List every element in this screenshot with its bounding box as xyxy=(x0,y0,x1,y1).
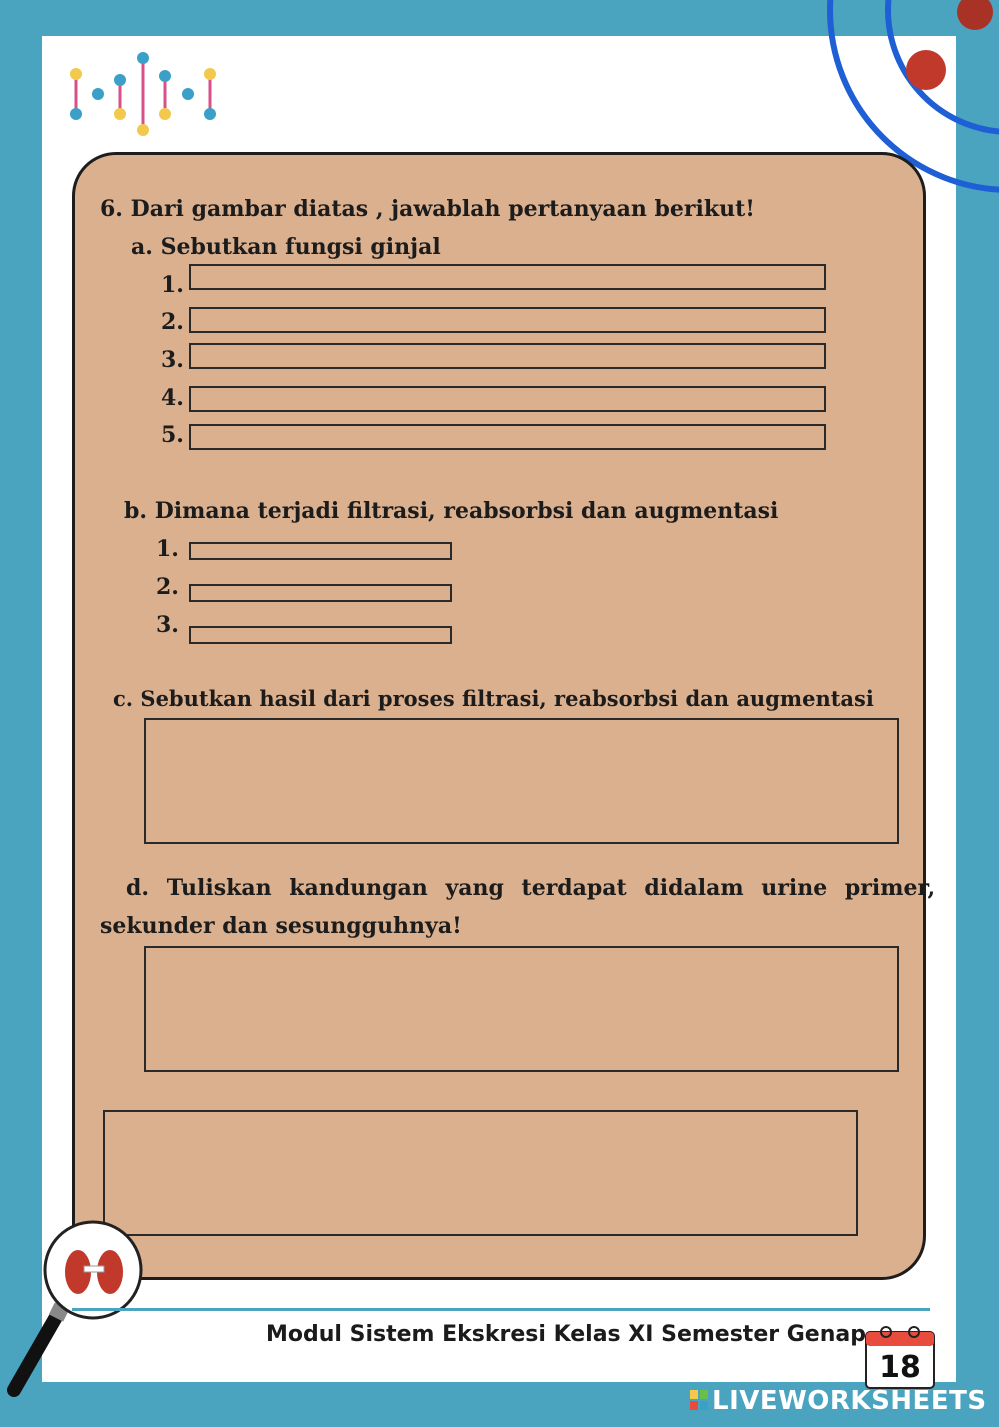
part-d-label-line1: d. Tuliskan kandungan yang terdapat didalam urine primer, xyxy=(126,875,936,901)
liveworksheets-brand[interactable]: LIVEWORKSHEETS xyxy=(712,1386,987,1416)
part-b-number: 1. xyxy=(156,536,179,562)
answer-d-textarea[interactable] xyxy=(144,946,899,1072)
part-a-label: a. Sebutkan fungsi ginjal xyxy=(131,234,441,260)
answer-b3-input[interactable] xyxy=(189,626,452,644)
part-b-number: 3. xyxy=(156,612,179,638)
answer-a5-input[interactable] xyxy=(189,424,826,450)
page-number: 18 xyxy=(879,1350,921,1385)
part-a-number: 4. xyxy=(161,385,184,411)
liveworksheets-logo-icon xyxy=(690,1390,708,1410)
answer-b2-input[interactable] xyxy=(189,584,452,602)
part-b-number: 2. xyxy=(156,574,179,600)
part-a-number: 2. xyxy=(161,309,184,335)
answer-a1-input[interactable] xyxy=(189,264,826,290)
question-6-title: 6. Dari gambar diatas , jawablah pertanyaan berikut! xyxy=(100,196,755,222)
footer-divider xyxy=(72,1308,930,1311)
part-a-number: 3. xyxy=(161,347,184,373)
answer-a3-input[interactable] xyxy=(189,343,826,369)
part-d-label-line2: sekunder dan sesungguhnya! xyxy=(100,913,462,939)
answer-a4-input[interactable] xyxy=(189,386,826,412)
answer-c-textarea[interactable] xyxy=(144,718,899,844)
answer-b1-input[interactable] xyxy=(189,542,452,560)
part-a-number: 5. xyxy=(161,422,184,448)
answer-a2-input[interactable] xyxy=(189,307,826,333)
answer-extra-textarea[interactable] xyxy=(103,1110,858,1236)
footer-module-title: Modul Sistem Ekskresi Kelas XI Semester Genap xyxy=(266,1322,866,1347)
part-c-label: c. Sebutkan hasil dari proses filtrasi, reabsorbsi dan augmentasi xyxy=(113,686,874,711)
part-a-number: 1. xyxy=(161,272,184,298)
part-b-label: b. Dimana terjadi filtrasi, reabsorbsi dan augmentasi xyxy=(124,498,779,524)
